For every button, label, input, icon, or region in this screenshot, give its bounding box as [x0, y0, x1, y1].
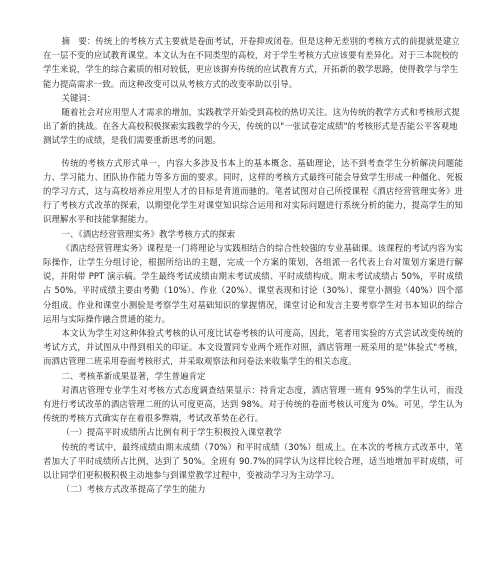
body-paragraph-5: 传统的考试中，最终成绩由期末成绩（70%）和平时成绩（30%）组成上。在本次的考核方式改革中，笔者加大了平时成绩所占比例，达到了 50%。全班有 90.7%的同学认为这样比较合理，适当地增加平时成绩，可以让同学们更积极积极主动地参与到课堂教学过程中，变被动学习为主动学习。	[43, 441, 463, 481]
body-paragraph-4: 对酒店管理专业学生对考核方式态度调查结果显示：持肯定态度，酒店管理一班有 95%的学生认可，而没有进行考试改革的酒店管理二班的认可度更高，达到 98%。对于传统的卷面考核认可度为 0%。可见，学生认为传统的考核方式确实存在着很多弊端，考试改革势在必行。	[43, 384, 463, 424]
subsection-heading-1: （一）提高平时成绩所占比例有利于学生积极投入课堂教学	[61, 427, 282, 438]
section-heading-2: 二、考核革新成果显著，学生普遍肯定	[61, 370, 206, 381]
keywords-paragraph: 随着社会对应用型人才需求的增加，实践教学开始受到高校的热切关注。这为传统的教学方式和考核形式提出了新的挑战。在各大高校积极探索实践教学的今天，传统的以"一张试卷定成绩"的考核形式是否能公平客观地测试学生的成绩，是我们需要重新思考的问题。	[43, 107, 460, 146]
keywords-label: 关键词：	[61, 92, 96, 103]
abstract-paragraph: 摘 要：传统上的考核方式主要就是卷面考试，开卷抑或闭卷。但是这种无差别的考核方式的前提就是建立在一层不变的应试教育课堂。本文认为在不同类型的高校，对于学生考核方式应该要有差异化。对于三本院校的学生来说，学生的综合素质的相对较低，更应该摒弃传统的应试教育方式，开拓新的教学思路，使得教学与学生能力提高需求一致。而这种改变可以从考核方式的改变率助以引导。	[43, 36, 460, 89]
section-heading-1: 一、《酒店经营管理实务》教学考核方式的探索	[61, 228, 236, 239]
body-paragraph-3: 本文认为学生对这种体验式考核的认可度比试卷考核的认可度高，因此，笔者用实验的方式尝试改变传统的考试方式，并试图从中得到相关的印证。本文设置同专业两个班作对照，酒店管理一班采用的是"体验式"考核，而酒店管理二班采用卷面考核形式，并采取观察法和问卷法来收集学生的相关态度。	[43, 328, 463, 367]
document-page	[43, 34, 463, 497]
body-paragraph-2: 《酒店经营管理实务》课程是一门将理论与实践相结合的综合性较强的专业基础课。该课程的考试内容为实际操作，让学生分组讨论，根据所给出的主题，完成一个方案的策划，各组派一名代表上台对策划方案进行解说，并附带 PPT 演示稿。学生最终考试成绩由期末考试成绩、平时成绩构成。期末考试成绩占 50%，平时成绩占 50%。平时成绩主要由考勤（10%）、作业（20%）、课堂表现和讨论（30%）、课堂小测验（40%）四个部分组成。作业和课堂小测验是考察学生对基础知识的掌握情况，课堂讨论和发言主要考察学生对书本知识的综合运用与实际操作融合贯通的能力。	[43, 242, 463, 324]
subsection-heading-2: （二）考核方式改革提高了学生的能力	[61, 484, 206, 495]
body-paragraph-1: 传统的考核方式形式单一，内容大多涉及书本上的基本概念、基础理论，达不到考查学生分析解决问题能力、学习能力、团队协作能力等多方面的要求。同时，这样的考核方式最终可能会导致学生形成一种僵化、死板的学习方式，这与高校培养应用型人才的目标是背道而驰的。笔者试图对自己所授课程《酒店经营管理实务》进行了考核方式改革的探索，以期望化学生对课堂知识综合运用和对实际问题进行系统分析的能力，提高学生的知识理解水平和技能掌握能力。	[43, 157, 463, 225]
